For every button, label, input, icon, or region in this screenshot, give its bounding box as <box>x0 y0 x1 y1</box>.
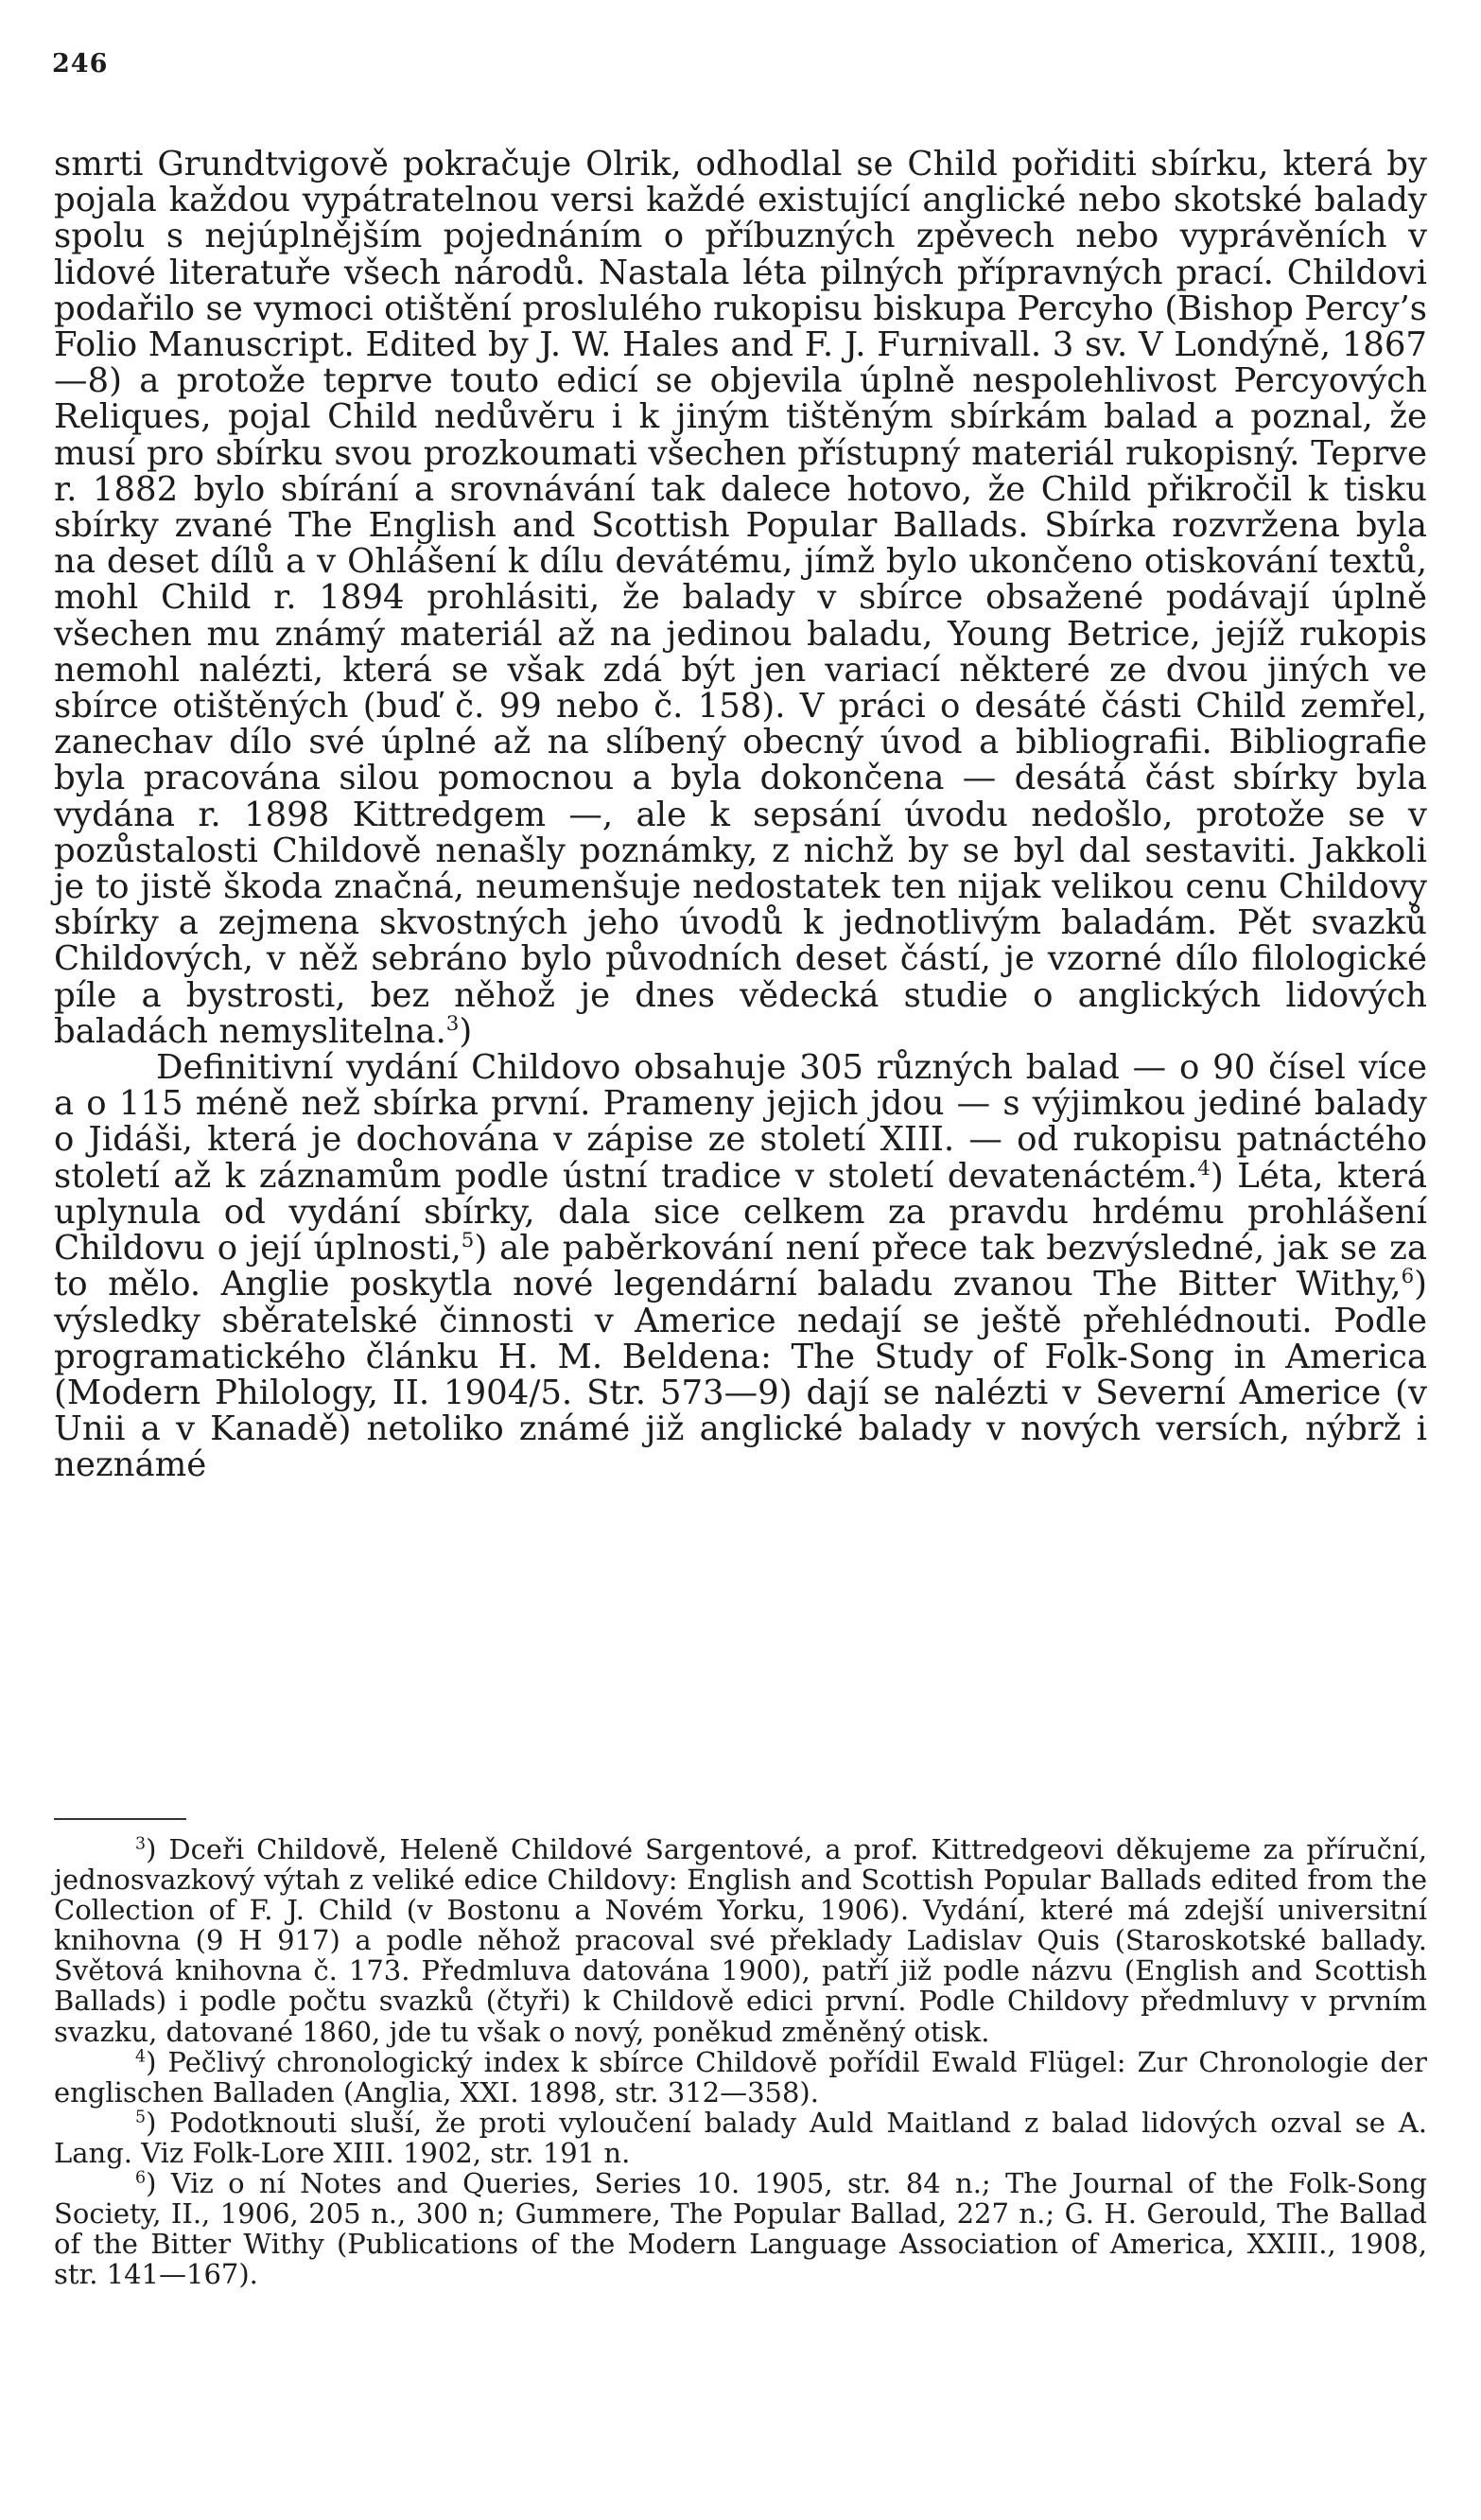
paragraph-text: ) výsledky sběratelské činnosti v Americe nedají se ještě přehlédnouti. Podle programatického článku H. M. Beldena: The Study of Folk-Song in America (Modern Philology, II. 1904/5. Str. 573—9) dají se nalézti v Severní Americe (v Unii a v Kanadě) netoliko známé již anglické balady v nových versích, nýbrž i neznámé <box>54 1265 1427 1485</box>
paragraph: smrti Grundtvigově pokračuje Olrik, odhodlal se Child pořiditi sbírku, která by pojala každou vypátratelnou versi každé existující anglické nebo skotské balady spolu s nejúplnějším pojednáním o příbuzných zpěvech nebo vyprávěních v lidové literatuře všech národů. Nastala léta pilných přípravných prací. Childovi podařilo se vymoci otištění proslulého rukopisu biskupa Percyho (Bishop Percy’s Folio Manuscript. Edited by J. W. Hales and F. J. Furnivall. 3 sv. V Londýně, 1867—8) a protože teprve touto edicí se objevila úplně nespolehlivost Percyových Reliques, pojal Child nedůvěru i k jiným tištěným sbírkám balad a poznal, že musí pro sbírku svou prozkoumati všechen přístupný materiál rukopisný. Teprve r. 1882 bylo sbírání a srovnávání tak dalece hotovo, že Child přikročil k tisku sbírky zvané The English and Scottish Popular Ballads. Sbírka rozvržena byla na deset dílů a v Ohlášení k dílu devátému, jímž bylo ukončeno otiskování textů, mohl Child r. 1894 prohlásiti, že balady v sbírce obsažené podávají úplně všechen mu známý materiál až na jedinou baladu, Young Betrice, jejíž rukopis nemohl nalézti, která se však zdá být jen variací některé ze dvou jiných ve sbírce otištěných (buď č. 99 nebo č. 158). V práci o desáté části Child zemřel, zanechav dílo své úplné až na slíbený obecný úvod a bibliografii. Bibliografie byla pracována silou pomocnou a byla dokončena — desátá část sbírky byla vydána r. 1898 Kittredgem —, ale k sepsání úvodu nedošlo, protože se v pozůstalosti Childově nenašly poznámky, z nichž by se byl dal sestaviti. Jakkoli je to jistě škoda značná, neumenšuje nedostatek ten nijak velikou cenu Childovy sbírky a zejmena skvostných jeho úvodů k jednotlivým baladám. Pět svazků Childových, v něž sebráno bylo původních deset částí, je vzorné dílo filologické píle a bystrosti, bez něhož je dnes vědecká studie o anglických lidových baladách nemyslitelna.$^3$) <box>54 145 1427 1051</box>
footnote-text: ) Podotknouti sluší, že proti vyloučení balady Auld Maitland z balad lidových ozval se A. Lang. Viz Folk-Lore XIII. 1902, str. 191 n. <box>54 2106 1427 2169</box>
footnote-text: ) Dceři Childově, Heleně Childové Sargentové, a prof. Kittredgeovi děkujeme za příruční, jednosvazkový výtah z veliké edice Childovy: English and Scottish Popular Ballads edited from the Collection of F. J. Child (v Bostonu a Novém Yorku, 1906). Vydání, které má zdejší universitní knihovna (9 H 917) a podle něhož pracoval své překlady Ladislav Quis (Staroskotské ballady. Světová knihovna č. 173. Předmluva datována 1900), patří již podle názvu (English and Scottish Ballads) i podle počtu svazků (čtyři) k Childově edici první. Podle Childovy předmluvy v prvním svazku, datované 1860, jde tu však o nový, poněkud změněný otisk. <box>54 1833 1427 2048</box>
footnote-text: ) Pečlivý chronologický index k sbírce Childově pořídil Ewald Flügel: Zur Chronologie der englischen Balladen (Anglia, XXI. 1898, str. 312—358). <box>54 2045 1427 2109</box>
footnote-mark: 4 <box>135 2047 147 2066</box>
footnotes <box>54 1834 1427 2289</box>
paragraph <box>54 1050 1427 1483</box>
footnote <box>54 1834 1427 2047</box>
footnote-mark: 6 <box>135 2168 147 2188</box>
page-number: 246 <box>52 49 109 79</box>
footnote <box>54 2108 1427 2168</box>
paragraph-text: ) Léta, která uplynula od vydání sbírky, dala sice celkem za pravdu hrdému prohlášení Childovu o její úplnosti, <box>54 1156 1427 1269</box>
footnote-ref: 4 <box>1197 1156 1211 1181</box>
paragraph-text: ) ale paběrkování není přece tak bezvýsledné, jak se za to mělo. Anglie poskytla nové legendární baladu zvanou The Bitter Withy, <box>54 1229 1427 1304</box>
footnote-ref: 6 <box>1401 1265 1415 1289</box>
footnote-mark: 5 <box>135 2108 147 2127</box>
footnote-separator <box>54 1818 186 1820</box>
paragraph-text: Definitivní vydání Childovo obsahuje 305 různých balad — o 90 čísel více a o 115 méně než sbírka první. Prameny jejich jdou — s výjimkou jediné balady o Jidáši, která je dochována v zápise ze století XIII. — od rukopisu patnáctého století až k záznamům podle ústní tradice v století devatenáctém. <box>54 1048 1427 1196</box>
footnote <box>54 2047 1427 2108</box>
footnote-text: ) Viz o ní Notes and Queries, Series 10. 1905, str. 84 n.; The Journal of the Folk-Song Society, II., 1906, 205 n., 300 n; Gummere, The Popular Ballad, 227 n.; G. H. Gerould, The Ballad of the Bitter Withy (Publications of the Modern Language Association of America, XXIII., 1908, str. 141—167). <box>54 2167 1427 2291</box>
footnote <box>54 2168 1427 2289</box>
footnote-ref: 5 <box>461 1229 475 1253</box>
footnote-mark: 3 <box>135 1834 147 1854</box>
paragraph-text: smrti Grundtvigově pokračuje Olrik, odhodlal se Child pořiditi sbírku, která by pojala každou vypátratelnou versi každé existující anglické nebo skotské balady spolu s nejúplnějším pojednáním o příbuzných zpěvech nebo vyprávěních v lidové literatuře všech národů. Nastala léta pilných přípravných prací. Childovi podařilo se vymoci otištění proslulého rukopisu biskupa Percyho (Bishop Percy’s Folio Manuscript. Edited by J. W. Hales and F. J. Furnivall. 3 sv. V Londýně, 1867—8) a protože teprve touto edicí se objevila úplně nespolehlivost Percyových Reliques, pojal Child nedůvěru i k jiným tištěným sbírkám balad a poznal, že musí pro sbírku svou prozkoumati všechen přístupný materiál rukopisný. Teprve r. 1882 bylo sbírání a srovnávání tak dalece hotovo, že Child přikročil k tisku sbírky zvané The English and Scottish Popular Ballads. Sbírka rozvržena byla na deset dílů a v Ohlášení k dílu devátému, jímž bylo ukončeno otiskování textů, mohl Child r. 1894 prohlásiti, že balady v sbírce obsažené podávají úplně všechen mu známý materiál až na jedinou baladu, Young Betrice, jejíž rukopis nemohl nalézti, která se však zdá být jen variací některé ze dvou jiných ve sbírce otištěných (buď č. 99 nebo č. 158). V práci o desáté části Child zemřel, zanechav dílo své úplné až na slíbený obecný úvod a bibliografii. Bibliografie byla pracována silou pomocnou a byla dokončena — desátá část sbírky byla vydána r. 1898 Kittredgem —, ale k sepsání úvodu nedošlo, protože se v pozůstalosti Childově nenašly poznámky, z nichž by se byl dal sestaviti. Jakkoli je to jistě škoda značná, neumenšuje nedostatek ten nijak velikou cenu Childovy sbírky a zejmena skvostných jeho úvodů k jednotlivým baladám. Pět svazků Childových, v něž sebráno bylo původních deset částí, je vzorné dílo filologické píle a bystrosti, bez něhož je dnes vědecká studie o anglických lidových baladách nemyslitelna. <box>54 145 1427 1051</box>
main-text <box>54 147 1427 1484</box>
footnote-ref: 3 <box>445 1012 460 1037</box>
